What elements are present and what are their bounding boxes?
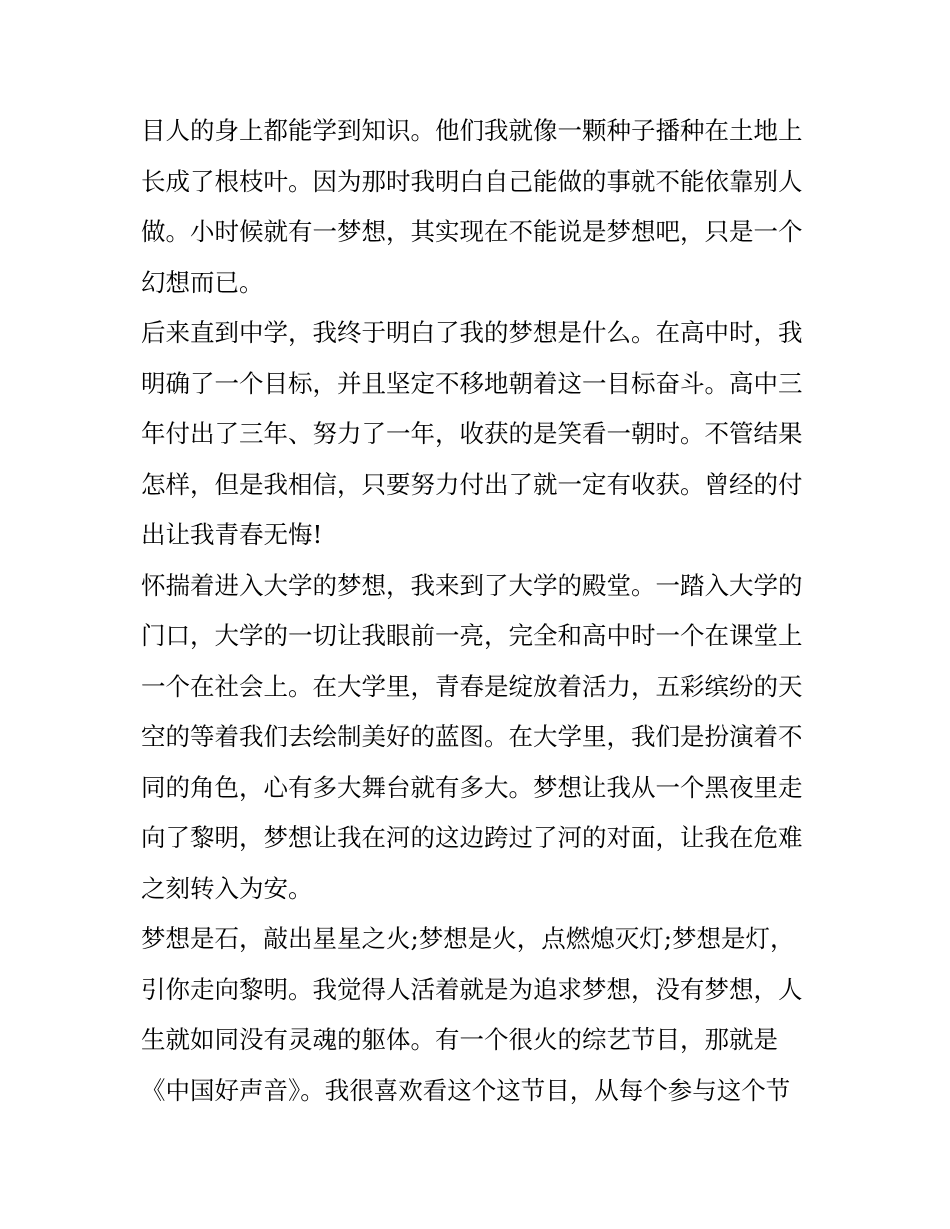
text-line: 引你走向黎明。我觉得人活着就是为追求梦想，没有梦想，人 — [141, 974, 803, 1004]
text-line: 门口，大学的一切让我眼前一亮，完全和高中时一个在课堂上 — [141, 621, 803, 650]
text-line: 向了黎明，梦想让我在河的这边跨过了河的对面，让我在危难 — [141, 823, 803, 852]
text-line: 《中国好声音》。我很喜欢看这个这节目，从每个参与这个节 — [141, 1075, 791, 1105]
text-line: 明确了一个目标，并且坚定不移地朝着这一目标奋斗。高中三 — [141, 368, 803, 398]
text-line: 年付出了三年、努力了一年，收获的是笑看一朝时。不管结果 — [141, 419, 803, 448]
text-line: 做。小时候就有一梦想，其实现在不能说是梦想吧，只是一个 — [141, 217, 803, 246]
text-line: 怎样，但是我相信，只要努力付出了就一定有收获。曾经的付 — [141, 469, 803, 499]
text-line: 后来直到中学，我终于明白了我的梦想是什么。在高中时，我 — [141, 318, 803, 347]
text-line: 生就如同没有灵魂的躯体。有一个很火的综艺节目，那就是 — [141, 1025, 778, 1054]
text-line: 怀揣着进入大学的梦想，我来到了大学的殿堂。一踏入大学的 — [141, 570, 803, 600]
text-line: 空的等着我们去绘制美好的蓝图。在大学里，我们是扮演着不 — [141, 722, 803, 751]
text-line: 目人的身上都能学到知识。他们我就像一颗种子播种在土地上 — [141, 116, 803, 145]
text-line: 一个在社会上。在大学里，青春是绽放着活力，五彩缤纷的天 — [141, 671, 803, 701]
text-line: 之刻转入为安。 — [141, 873, 313, 903]
text-line: 同的角色，心有多大舞台就有多大。梦想让我从一个黑夜里走 — [141, 772, 803, 802]
text-line: 长成了根枝叶。因为那时我明白自己能做的事就不能依靠别人 — [141, 166, 803, 196]
text-line: 幻想而已。 — [141, 267, 264, 297]
text-line: 出让我青春无悔! — [141, 520, 323, 549]
document-body — [141, 106, 821, 1116]
text-line: 梦想是石，敲出星星之火;梦想是火，点燃熄灭灯;梦想是灯， — [141, 924, 795, 953]
